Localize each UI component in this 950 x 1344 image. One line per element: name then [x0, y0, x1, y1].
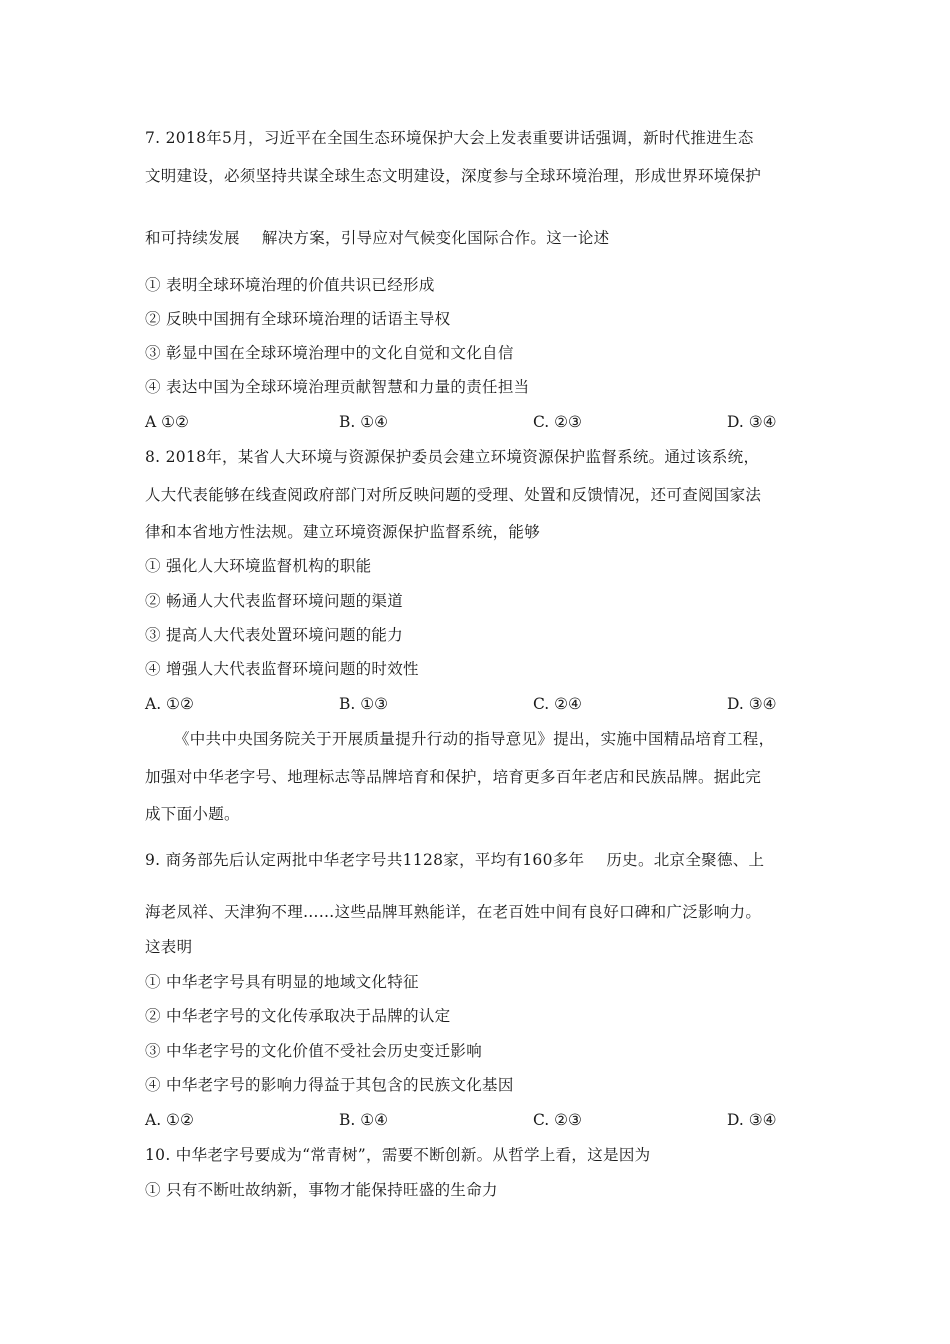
q10-stem-line-1: 10. 中华老字号要成为“常青树”，需要不断创新。从哲学上看，这是因为 [145, 1146, 651, 1164]
q9-statement-4: ④ 中华老字号的影响力得益于其包含的民族文化基因 [145, 1076, 514, 1094]
passage-line-2: 加强对中华老字号、地理标志等品牌培育和保护，培育更多百年老店和民族品牌。据此完 [145, 768, 762, 786]
q9-stem-line-3: 这表明 [145, 938, 193, 956]
q9-stem-line-1-part-b: 历史。北京全聚德、上 [606, 851, 765, 869]
q9-statement-2: ② 中华老字号的文化传承取决于品牌的认定 [145, 1007, 451, 1025]
q9-statement-3: ③ 中华老字号的文化价值不受社会历史变迁影响 [145, 1042, 483, 1060]
q8-stem-line-3: 律和本省地方性法规。建立环境资源保护监督系统，能够 [145, 523, 541, 541]
q9-option-a[interactable]: A. ①② [145, 1111, 194, 1129]
q7-statement-4: ④ 表达中国为全球环境治理贡献智慧和力量的责任担当 [145, 378, 530, 396]
q7-stem-line-3 [145, 228, 609, 248]
q7-stem-line-3-part-a: 和可持续发展 [145, 229, 240, 247]
q9-option-d[interactable]: D. ③④ [727, 1111, 777, 1129]
q7-option-b[interactable]: B. ①④ [339, 413, 389, 431]
q8-option-a[interactable]: A. ①② [145, 695, 194, 713]
passage-line-1: 《中共中央国务院关于开展质量提升行动的指导意见》提出，实施中国精品培育工程， [174, 730, 775, 748]
q8-stem-line-2: 人大代表能够在线查阅政府部门对所反映问题的受理、处置和反馈情况，还可查阅国家法 [145, 486, 762, 504]
q10-statement-1: ① 只有不断吐故纳新，事物才能保持旺盛的生命力 [145, 1181, 498, 1199]
q7-statement-3: ③ 彰显中国在全球环境治理中的文化自觉和文化自信 [145, 344, 514, 362]
q9-option-b[interactable]: B. ①④ [339, 1111, 389, 1129]
q8-statement-2: ② 畅通人大代表监督环境问题的渠道 [145, 592, 404, 610]
q7-option-c[interactable]: C. ②③ [533, 413, 582, 431]
q8-statement-4: ④ 增强人大代表监督环境问题的时效性 [145, 660, 419, 678]
q7-option-d[interactable]: D. ③④ [727, 413, 777, 431]
q8-statement-3: ③ 提高人大代表处置环境问题的能力 [145, 626, 404, 644]
q7-stem-line-1: 7. 2018年5月，习近平在全国生态环境保护大会上发表重要讲话强调，新时代推进生态 [145, 129, 754, 147]
q8-stem-line-1: 8. 2018年，某省人大环境与资源保护委员会建立环境资源保护监督系统。通过该系统， [145, 448, 760, 466]
passage-line-3: 成下面小题。 [145, 805, 240, 823]
q8-option-d[interactable]: D. ③④ [727, 695, 777, 713]
q9-stem-line-2: 海老凤祥、天津狗不理……这些品牌耳熟能详，在老百姓中间有良好口碑和广泛影响力。 [145, 903, 762, 921]
q7-option-a[interactable]: A ①② [145, 413, 189, 431]
q8-option-b[interactable]: B. ①③ [339, 695, 389, 713]
q7-statement-2: ② 反映中国拥有全球环境治理的话语主导权 [145, 310, 451, 328]
q7-statement-1: ① 表明全球环境治理的价值共识已经形成 [145, 276, 435, 294]
q9-statement-1: ① 中华老字号具有明显的地域文化特征 [145, 973, 419, 991]
q7-stem-line-3-part-b: 解决方案，引导应对气候变化国际合作。这一论述 [261, 229, 610, 247]
q9-option-c[interactable]: C. ②③ [533, 1111, 582, 1129]
q7-stem-line-2: 文明建设，必须坚持共谋全球生态文明建设，深度参与全球环境治理，形成世界环境保护 [145, 167, 762, 185]
q9-stem-line-1-part-a: 9. 商务部先后认定两批中华老字号共1128家，平均有160多年 [145, 851, 585, 869]
q8-option-c[interactable]: C. ②④ [533, 695, 582, 713]
q9-stem-line-1 [145, 850, 764, 870]
q8-statement-1: ① 强化人大环境监督机构的职能 [145, 557, 372, 575]
